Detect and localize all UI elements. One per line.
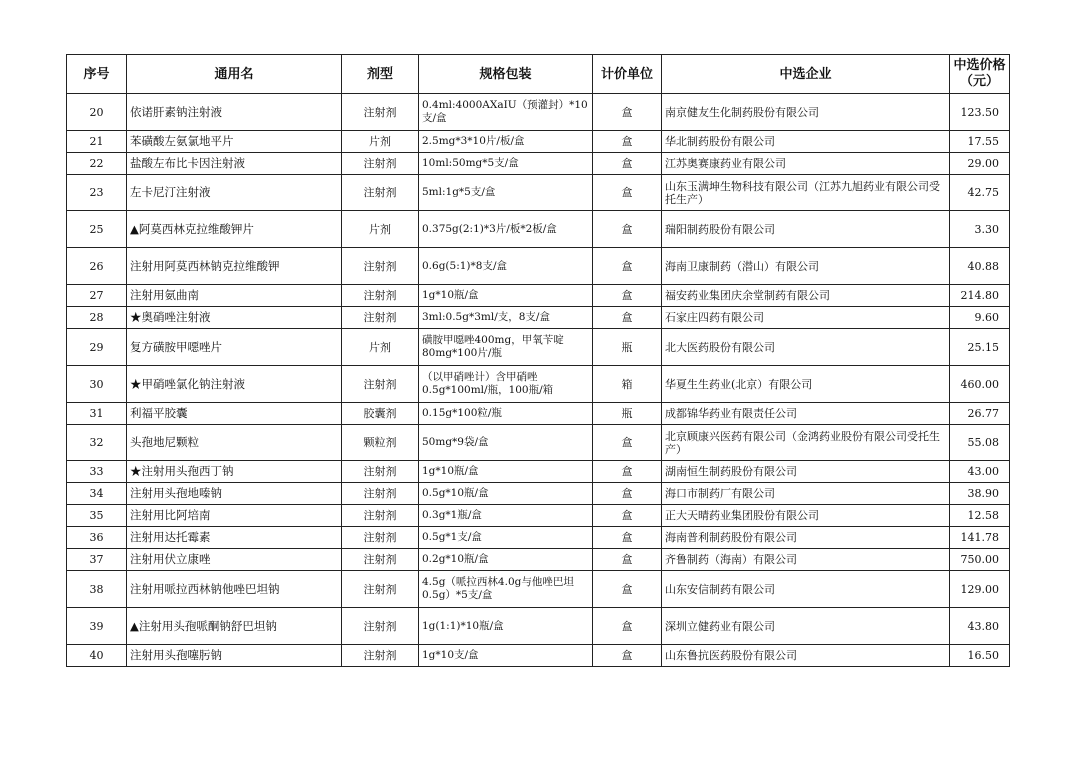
table-row <box>67 505 1010 527</box>
cell-pricing-unit: 箱 <box>593 366 662 403</box>
cell-generic-name: 盐酸左布比卡因注射液 <box>127 153 342 175</box>
cell-selected-company: 正大天晴药业集团股份有限公司 <box>662 505 950 527</box>
cell-generic-name: ▲阿莫西林克拉维酸钾片 <box>127 211 342 248</box>
table-row <box>67 645 1010 667</box>
cell-serial: 39 <box>67 608 127 645</box>
cell-spec-package: 1g*10支/盒 <box>419 645 593 667</box>
cell-spec-package: 磺胺甲噁唑400mg，甲氧苄啶80mg*100片/瓶 <box>419 329 593 366</box>
table-row <box>67 211 1010 248</box>
table-row <box>67 175 1010 211</box>
cell-dosage-form: 注射剂 <box>342 366 419 403</box>
cell-serial: 23 <box>67 175 127 211</box>
cell-generic-name: 注射用比阿培南 <box>127 505 342 527</box>
table-row <box>67 131 1010 153</box>
cell-pricing-unit: 盒 <box>593 608 662 645</box>
cell-generic-name: 注射用氨曲南 <box>127 285 342 307</box>
cell-selected-price: 25.15 <box>950 329 1010 366</box>
cell-pricing-unit: 盒 <box>593 175 662 211</box>
cell-spec-package: 0.5g*1支/盒 <box>419 527 593 549</box>
cell-pricing-unit: 瓶 <box>593 403 662 425</box>
cell-selected-price: 26.77 <box>950 403 1010 425</box>
cell-spec-package: 0.15g*100粒/瓶 <box>419 403 593 425</box>
cell-generic-name: ▲注射用头孢哌酮钠舒巴坦钠 <box>127 608 342 645</box>
cell-spec-package: 0.2g*10瓶/盒 <box>419 549 593 571</box>
header-selected-price: 中选价格 （元） <box>950 55 1010 94</box>
cell-selected-company: 江苏奥赛康药业有限公司 <box>662 153 950 175</box>
table-body <box>67 94 1010 667</box>
cell-spec-package: 1g*10瓶/盒 <box>419 285 593 307</box>
cell-pricing-unit: 盒 <box>593 307 662 329</box>
cell-selected-price: 214.80 <box>950 285 1010 307</box>
cell-dosage-form: 注射剂 <box>342 248 419 285</box>
cell-spec-package: 2.5mg*3*10片/板/盒 <box>419 131 593 153</box>
cell-dosage-form: 注射剂 <box>342 549 419 571</box>
cell-dosage-form: 注射剂 <box>342 571 419 608</box>
cell-selected-company: 北京顾康兴医药有限公司（金鸿药业股份有限公司受托生产） <box>662 425 950 461</box>
cell-pricing-unit: 盒 <box>593 94 662 131</box>
cell-spec-package: 3ml:0.5g*3ml/支，8支/盒 <box>419 307 593 329</box>
cell-selected-company: 北大医药股份有限公司 <box>662 329 950 366</box>
cell-pricing-unit: 盒 <box>593 211 662 248</box>
table-row <box>67 608 1010 645</box>
cell-dosage-form: 注射剂 <box>342 527 419 549</box>
cell-serial: 30 <box>67 366 127 403</box>
cell-serial: 38 <box>67 571 127 608</box>
cell-spec-package: 5ml:1g*5支/盒 <box>419 175 593 211</box>
cell-spec-package: 0.3g*1瓶/盒 <box>419 505 593 527</box>
cell-selected-price: 43.80 <box>950 608 1010 645</box>
cell-dosage-form: 片剂 <box>342 211 419 248</box>
table-row <box>67 366 1010 403</box>
cell-selected-company: 山东安信制药有限公司 <box>662 571 950 608</box>
cell-generic-name: 注射用哌拉西林钠他唑巴坦钠 <box>127 571 342 608</box>
cell-pricing-unit: 盒 <box>593 505 662 527</box>
cell-selected-company: 华夏生生药业(北京）有限公司 <box>662 366 950 403</box>
cell-dosage-form: 注射剂 <box>342 94 419 131</box>
cell-selected-company: 齐鲁制药（海南）有限公司 <box>662 549 950 571</box>
table-header-row <box>67 55 1010 94</box>
cell-selected-price: 9.60 <box>950 307 1010 329</box>
cell-pricing-unit: 盒 <box>593 153 662 175</box>
cell-selected-price: 129.00 <box>950 571 1010 608</box>
cell-selected-company: 湖南恒生制药股份有限公司 <box>662 461 950 483</box>
cell-generic-name: ★奥硝唑注射液 <box>127 307 342 329</box>
cell-generic-name: 注射用阿莫西林钠克拉维酸钾 <box>127 248 342 285</box>
cell-pricing-unit: 盒 <box>593 527 662 549</box>
cell-dosage-form: 注射剂 <box>342 285 419 307</box>
table-row <box>67 571 1010 608</box>
header-serial: 序号 <box>67 55 127 94</box>
cell-spec-package: 50mg*9袋/盒 <box>419 425 593 461</box>
cell-selected-company: 海南普利制药股份有限公司 <box>662 527 950 549</box>
drug-price-table-container <box>66 54 1009 667</box>
header-dosage-form: 剂型 <box>342 55 419 94</box>
table-row <box>67 285 1010 307</box>
header-pricing-unit: 计价单位 <box>593 55 662 94</box>
cell-serial: 31 <box>67 403 127 425</box>
cell-selected-price: 38.90 <box>950 483 1010 505</box>
cell-selected-price: 12.58 <box>950 505 1010 527</box>
cell-selected-price: 141.78 <box>950 527 1010 549</box>
cell-serial: 22 <box>67 153 127 175</box>
cell-selected-company: 山东鲁抗医药股份有限公司 <box>662 645 950 667</box>
cell-serial: 36 <box>67 527 127 549</box>
cell-selected-price: 460.00 <box>950 366 1010 403</box>
table-row <box>67 153 1010 175</box>
cell-spec-package: 10ml:50mg*5支/盒 <box>419 153 593 175</box>
cell-selected-company: 山东玉满坤生物科技有限公司（江苏九旭药业有限公司受托生产） <box>662 175 950 211</box>
cell-selected-company: 成都锦华药业有限责任公司 <box>662 403 950 425</box>
cell-selected-price: 16.50 <box>950 645 1010 667</box>
cell-pricing-unit: 盒 <box>593 461 662 483</box>
cell-spec-package: 0.375g(2:1)*3片/板*2板/盒 <box>419 211 593 248</box>
cell-serial: 29 <box>67 329 127 366</box>
cell-serial: 28 <box>67 307 127 329</box>
cell-selected-company: 瑞阳制药股份有限公司 <box>662 211 950 248</box>
cell-spec-package: 1g*10瓶/盒 <box>419 461 593 483</box>
table-row <box>67 94 1010 131</box>
cell-serial: 40 <box>67 645 127 667</box>
cell-selected-price: 42.75 <box>950 175 1010 211</box>
drug-price-table <box>66 54 1010 667</box>
cell-dosage-form: 片剂 <box>342 131 419 153</box>
cell-generic-name: 苯磺酸左氨氯地平片 <box>127 131 342 153</box>
cell-selected-price: 17.55 <box>950 131 1010 153</box>
cell-spec-package: 0.5g*10瓶/盒 <box>419 483 593 505</box>
table-row <box>67 527 1010 549</box>
table-row <box>67 461 1010 483</box>
cell-serial: 27 <box>67 285 127 307</box>
cell-generic-name: 复方磺胺甲噁唑片 <box>127 329 342 366</box>
cell-dosage-form: 注射剂 <box>342 153 419 175</box>
cell-generic-name: 注射用达托霉素 <box>127 527 342 549</box>
cell-dosage-form: 注射剂 <box>342 307 419 329</box>
cell-selected-price: 123.50 <box>950 94 1010 131</box>
cell-dosage-form: 注射剂 <box>342 175 419 211</box>
cell-generic-name: 头孢地尼颗粒 <box>127 425 342 461</box>
table-row <box>67 483 1010 505</box>
table-row <box>67 329 1010 366</box>
cell-generic-name: 注射用头孢噻肟钠 <box>127 645 342 667</box>
cell-dosage-form: 注射剂 <box>342 505 419 527</box>
cell-selected-price: 55.08 <box>950 425 1010 461</box>
cell-pricing-unit: 瓶 <box>593 329 662 366</box>
cell-generic-name: ★注射用头孢西丁钠 <box>127 461 342 483</box>
cell-selected-company: 深圳立健药业有限公司 <box>662 608 950 645</box>
table-row <box>67 425 1010 461</box>
cell-dosage-form: 注射剂 <box>342 645 419 667</box>
cell-generic-name: ★甲硝唑氯化钠注射液 <box>127 366 342 403</box>
header-generic-name: 通用名 <box>127 55 342 94</box>
cell-generic-name: 利福平胶囊 <box>127 403 342 425</box>
cell-generic-name: 注射用头孢地嗪钠 <box>127 483 342 505</box>
cell-pricing-unit: 盒 <box>593 285 662 307</box>
cell-serial: 35 <box>67 505 127 527</box>
cell-selected-price: 43.00 <box>950 461 1010 483</box>
cell-spec-package: 0.6g(5:1)*8支/盒 <box>419 248 593 285</box>
cell-pricing-unit: 盒 <box>593 645 662 667</box>
table-row <box>67 403 1010 425</box>
cell-selected-company: 南京健友生化制药股份有限公司 <box>662 94 950 131</box>
table-row <box>67 549 1010 571</box>
cell-dosage-form: 注射剂 <box>342 483 419 505</box>
cell-spec-package: 4.5g（哌拉西林4.0g与他唑巴坦0.5g）*5支/盒 <box>419 571 593 608</box>
cell-serial: 20 <box>67 94 127 131</box>
cell-pricing-unit: 盒 <box>593 425 662 461</box>
cell-pricing-unit: 盒 <box>593 571 662 608</box>
cell-selected-company: 福安药业集团庆余堂制药有限公司 <box>662 285 950 307</box>
cell-spec-package: 1g(1:1)*10瓶/盒 <box>419 608 593 645</box>
cell-serial: 37 <box>67 549 127 571</box>
cell-pricing-unit: 盒 <box>593 248 662 285</box>
cell-spec-package: （以甲硝唑计）含甲硝唑0.5g*100ml/瓶，100瓶/箱 <box>419 366 593 403</box>
cell-serial: 32 <box>67 425 127 461</box>
cell-serial: 33 <box>67 461 127 483</box>
header-spec-package: 规格包装 <box>419 55 593 94</box>
header-selected-company: 中选企业 <box>662 55 950 94</box>
cell-selected-company: 海口市制药厂有限公司 <box>662 483 950 505</box>
cell-dosage-form: 颗粒剂 <box>342 425 419 461</box>
cell-dosage-form: 注射剂 <box>342 461 419 483</box>
cell-selected-company: 海南卫康制药（潜山）有限公司 <box>662 248 950 285</box>
cell-selected-price: 29.00 <box>950 153 1010 175</box>
table-row <box>67 248 1010 285</box>
cell-selected-company: 石家庄四药有限公司 <box>662 307 950 329</box>
cell-spec-package: 0.4ml:4000AXaIU（预灌封）*10支/盒 <box>419 94 593 131</box>
cell-serial: 21 <box>67 131 127 153</box>
cell-serial: 34 <box>67 483 127 505</box>
cell-generic-name: 注射用伏立康唑 <box>127 549 342 571</box>
cell-selected-price: 40.88 <box>950 248 1010 285</box>
cell-selected-price: 3.30 <box>950 211 1010 248</box>
cell-generic-name: 依诺肝素钠注射液 <box>127 94 342 131</box>
cell-dosage-form: 注射剂 <box>342 608 419 645</box>
cell-dosage-form: 片剂 <box>342 329 419 366</box>
cell-dosage-form: 胶囊剂 <box>342 403 419 425</box>
cell-pricing-unit: 盒 <box>593 131 662 153</box>
cell-selected-price: 750.00 <box>950 549 1010 571</box>
cell-serial: 25 <box>67 211 127 248</box>
cell-generic-name: 左卡尼汀注射液 <box>127 175 342 211</box>
table-row <box>67 307 1010 329</box>
cell-pricing-unit: 盒 <box>593 483 662 505</box>
cell-serial: 26 <box>67 248 127 285</box>
cell-pricing-unit: 盒 <box>593 549 662 571</box>
cell-selected-company: 华北制药股份有限公司 <box>662 131 950 153</box>
